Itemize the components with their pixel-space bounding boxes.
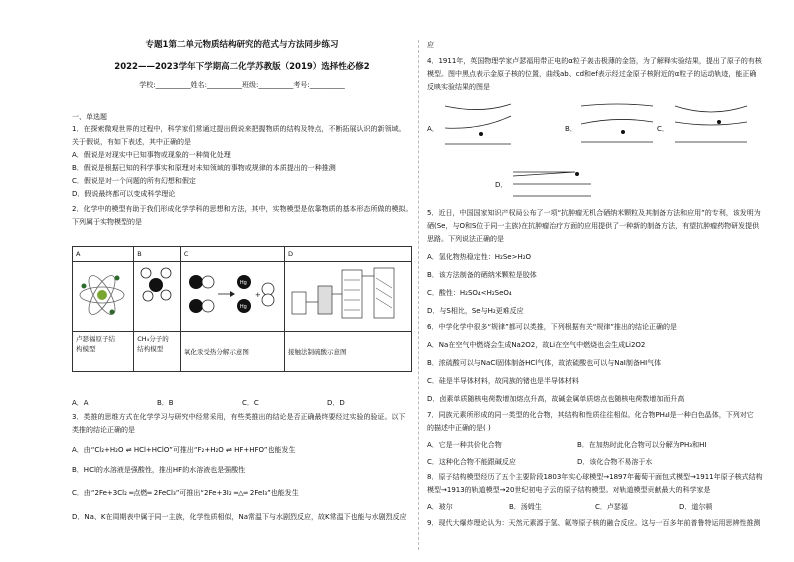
q7-line: 7．同族元素所形成的同一类型的化合物，其结构和性质往往相似。化合物PH₄I是一种白色晶体，下列对它 <box>427 411 754 419</box>
q1-option: C．假说是对一个问题的所有幻想和假定 <box>72 177 196 185</box>
hg-label: Hg <box>239 280 247 286</box>
plus-sign: + <box>254 291 261 299</box>
q2-options <box>72 398 412 408</box>
q5-line: 硒(Se，与O和S位于同一主族)在抗肿瘤治疗方面的应用提供了一种新的制备方法，有望抗肿瘤药物研发提供 <box>427 222 760 230</box>
q8-option-c: C．卢瑟福 <box>595 503 628 511</box>
q2-option-b: B．B <box>157 399 174 407</box>
q3-option: C．由“2Fe+3Cl₂ ═点燃═ 2FeCl₃”可推出“2Fe+3I₂ ═△═ 2FeI₃”也能发生 <box>72 489 299 497</box>
q7-option: B．在加热时此化合物可以分解为PH₃和HI <box>577 441 707 449</box>
q4-line: 反映实验结果的图是 <box>427 83 490 91</box>
contact-process-image <box>285 262 412 332</box>
q8-option-d: D．道尔顿 <box>679 503 713 511</box>
q2-line: 下列属于实物模型的是 <box>72 218 142 226</box>
atom-icon <box>76 264 128 326</box>
caption-b: CH₄分子的 结构模型 <box>134 332 181 372</box>
q5-option: B．该方法制备的硒纳米颗粒是胶体 <box>427 271 537 279</box>
q5-option: C．酸性：H₂SO₄<H₂SeO₄ <box>427 289 512 297</box>
q1-option: D．假说最终都可以变成科学理论 <box>72 190 176 198</box>
column-divider <box>418 40 419 550</box>
q4-option-b: B． <box>565 125 577 133</box>
hg-label: Hg <box>239 304 247 310</box>
section-heading: 一、单选题 <box>72 113 107 121</box>
q4-option-c: C． <box>657 125 669 133</box>
q3-option: D．Na、K在周期表中属于同一主族，化学性质相似，Na常温下与水剧烈反应，故K常温下也能与水剧烈反应 <box>72 513 407 521</box>
trajectory-figure-c <box>671 100 751 150</box>
q6-option: B．浓硫酸可以与NaCl固体制备HCl气体，故浓硫酸也可以与NaI制备HI气体 <box>427 359 662 367</box>
q7-option: A．它是一种共价化合物 <box>427 441 502 449</box>
table-header-d: D <box>285 247 412 262</box>
q4-line: 4．1911年，英国物理学家卢瑟福用带正电的α粒子轰击极薄的金箔，为了解释实验结果，提出了原子的有核 <box>427 57 762 65</box>
q1-line: 1．在探索微观世界的过程中，科学家们常通过提出假说来把握物质的结构及特点，不断拓展认识的新领域。 <box>72 125 406 133</box>
caption-a: 卢瑟福原子结 构模型 <box>73 332 134 372</box>
table-header-c: C <box>180 247 284 262</box>
q6-option: A．Na在空气中燃烧会生成Na2O2，故Li在空气中燃烧也会生成Li2O2 <box>427 341 646 349</box>
caption-c: 氧化汞受热分解示意图 <box>180 332 284 372</box>
q6-option: D．卤素单质随核电荷数增加熔点升高，故碱金属单质熔点也随核电荷数增加而升高 <box>427 395 685 403</box>
page-title: 专题1第二单元物质结构研究的范式与方法同步练习 <box>145 40 339 50</box>
q4-line: 模型。图中黑点表示金原子核的位置，曲线ab、cd和ef表示经过金原子核附近的α粒子的运动轨迹，能正确 <box>427 70 757 78</box>
q6-option: C．硅是半导体材料，故同族的锗也是半导体材料 <box>427 377 579 385</box>
q3-option: A．由“Cl₂+H₂O ⇌ HCl+HClO”可推出“F₂+H₂O ⇌ HF+HFO”也能发生 <box>72 446 296 454</box>
left-column <box>72 0 412 562</box>
q3-line: 3．类推的思维方式在化学学习与研究中经常采用，有些类推出的结论是否正确最终要经过实验的验证。以下 <box>72 413 406 421</box>
student-info-line: 学校:__________姓名:__________班级:__________考号:__________ <box>139 81 345 89</box>
q2-option-d: D．D <box>327 399 345 407</box>
q8-line: 8．原子结构模型经历了五个主要阶段1803年实心球模型→1897年葡萄干面包式模型→1911年原子核式结构 <box>427 473 763 481</box>
rutherford-model-image <box>73 262 134 332</box>
q9-line: 9．现代大爆炸理论认为：天然元素源于氢、氦等原子核的融合反应。这与一百多年前普鲁特运用思辨性推测 <box>427 519 761 527</box>
hgo-decomposition-image <box>180 262 284 332</box>
q3-continuation: 应 <box>427 41 434 49</box>
q4-option-a: A． <box>427 125 439 133</box>
q3-line: 类推的结论正确的是 <box>72 426 135 434</box>
q5-option: D．与S相比，Se与H₂更难反应 <box>427 307 524 315</box>
q1-option: A．假说是对现实中已知事物或现象的一种简化处理 <box>72 151 231 159</box>
hgo-decomposition-diagram <box>184 264 280 326</box>
q2-option-a: A．A <box>72 399 89 407</box>
trajectory-figure-a <box>441 100 521 150</box>
right-column <box>427 0 765 562</box>
industrial-apparatus-diagram <box>288 264 408 326</box>
q7-option: D．该化合物不易溶于水 <box>577 458 653 466</box>
table-header-b: B <box>134 247 181 262</box>
q3-option: B．HCl的水溶液是强酸性，推出HF的水溶液也是强酸性 <box>72 466 246 474</box>
q5-line: 5．近日，中国国家知识产权局公布了一项“抗肿瘤无机合硒纳米颗粒及其制备方法和应用”的专利，该发明为 <box>427 209 761 217</box>
q5-option: A．氢化物热稳定性：H₂Se>H₂O <box>427 253 532 261</box>
table-header-a: A <box>73 247 134 262</box>
model-table <box>72 246 412 372</box>
trajectory-figure-b <box>577 100 657 150</box>
page-subtitle: 2022——2023学年下学期高二化学苏教版（2019）选择性必修2 <box>114 62 370 72</box>
q8-line: 模型→1913的轨道模型→20世纪初电子云的原子结构模型。对轨道模型贡献最大的科学家是 <box>427 486 711 494</box>
trajectory-figure-d <box>509 166 599 202</box>
q2-option-c: C．C <box>242 399 259 407</box>
q1-line: 关于假说，有如下表述，其中正确的是 <box>72 138 191 146</box>
q6-line: 6．中学化学中很多“规律”都可以类推，下列根据有关“规律”推出的结论正确的是 <box>427 323 677 331</box>
caption-d: 接触法制硫酸示意图 <box>285 332 412 372</box>
q7-line: 的描述中正确的是( ) <box>427 424 491 432</box>
q4-option-d: D． <box>495 181 508 189</box>
q1-option: B．假说是根据已知的科学事实和原理对未知领域的事物或规律的本质提出的一种推测 <box>72 164 336 172</box>
q8-option-b: B．汤姆生 <box>509 503 542 511</box>
molecule-icon <box>137 264 175 304</box>
q5-line: 思路。下列说法正确的是 <box>427 235 504 243</box>
q8-option-a: A．玻尔 <box>427 503 453 511</box>
ch4-model-image <box>134 262 181 332</box>
q2-line: 2．化学中的模型有助于我们形成化学学科的思想和方法，其中，实物模型是依靠物质的基本形态所做的模拟。 <box>72 205 412 213</box>
q7-option: C．这种化合物不能跟碱反应 <box>427 458 516 466</box>
